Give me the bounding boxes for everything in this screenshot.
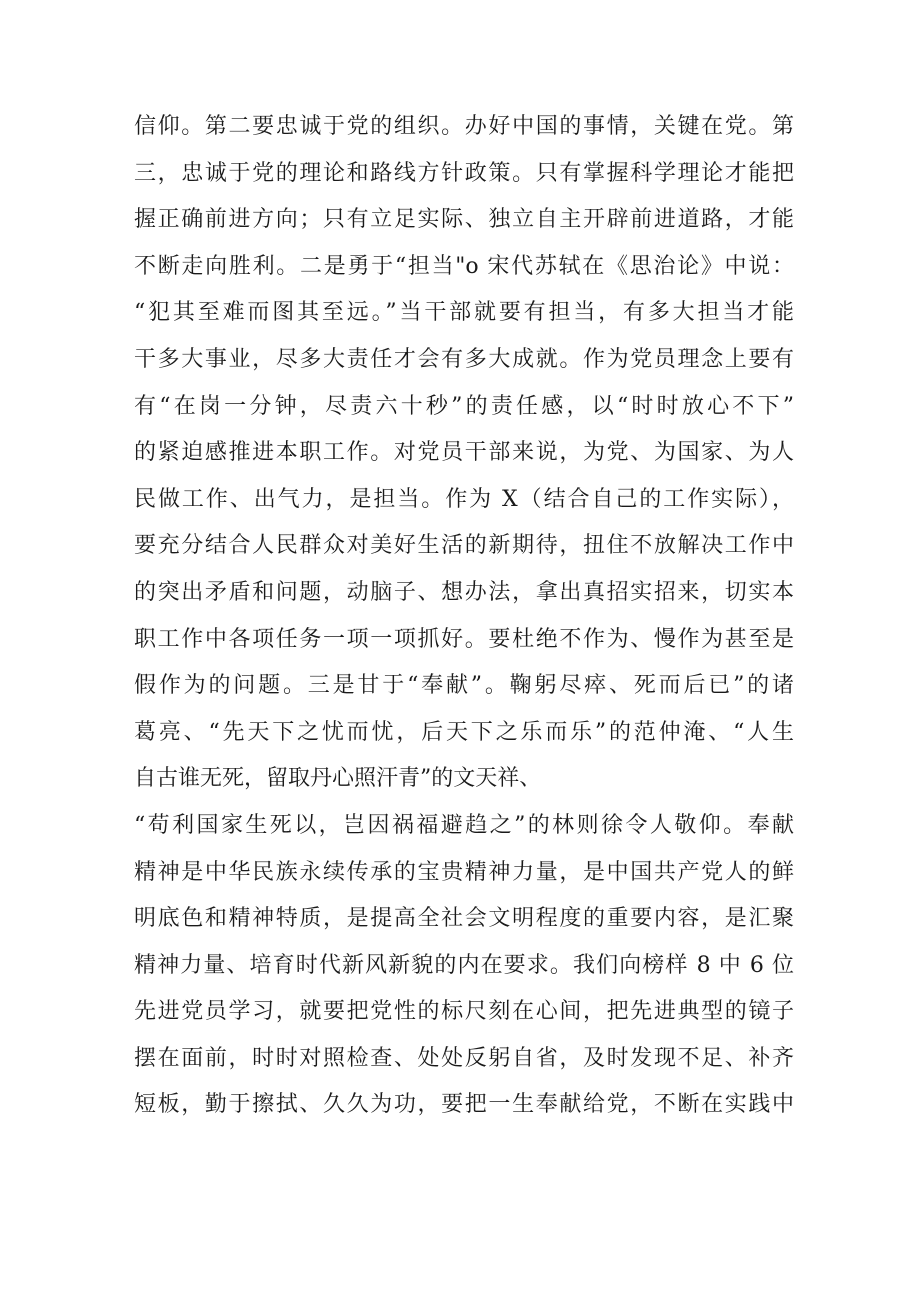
text-line: 自古谁无死，留取丹心照汗青”的文天祥、 <box>134 766 542 792</box>
text-line: 明底色和精神特质，是提高全社会文明程度的重要内容，是汇聚 <box>134 906 794 932</box>
text-line: 精神是中华民族永续传承的宝贵精神力量，是中国共产党人的鲜 <box>134 859 794 885</box>
text-line: 精神力量、培育时代新风新貌的内在要求。我们向榜样 8 中 6 位 <box>134 952 794 978</box>
text-line: 信仰。第二要忠诚于党的组织。办好中国的事情，关键在党。第 <box>134 114 794 139</box>
text-line: 三，忠诚于党的理论和路线方针政策。只有掌握科学理论才能把 <box>134 160 794 186</box>
text-line: 短板，勤于擦拭、久久为功，要把一生奉献给党，不断在实践中 <box>134 1092 794 1118</box>
text-line: “苟利国家生死以，岂因祸福避趋之”的林则徐令人敬仰。奉献 <box>134 812 794 838</box>
text-line: 要充分结合人民群众对美好生活的新期待，扭住不放解决工作中 <box>134 533 794 559</box>
text-line: 握正确前进方向；只有立足实际、独立自主开辟前进道路，才能 <box>134 207 794 233</box>
text-line: 摆在面前，时时对照检查、处处反躬自省，及时发现不足、补齐 <box>134 1045 794 1071</box>
text-line: 职工作中各项任务一项一项抓好。要杜绝不作为、慢作为甚至是 <box>134 626 794 652</box>
text-line: 先进党员学习，就要把党性的标尺刻在心间，把先进典型的镜子 <box>134 999 794 1025</box>
text-line: 有“在岗一分钟，尽责六十秒”的责任感，以“时时放心不下” <box>134 393 794 419</box>
text-line: 干多大事业，尽多大责任才会有多大成就。作为党员理念上要有 <box>134 346 794 372</box>
text-line: 民做工作、出气力，是担当。作为 X（结合自己的工作实际）， <box>134 486 794 512</box>
body-text <box>134 104 794 1129</box>
text-line: “犯其至难而图其至远。”当干部就要有担当，有多大担当才能 <box>134 300 794 326</box>
text-line: 的突出矛盾和问题，动脑子、想办法，拿出真招实招来，切实本 <box>134 579 794 605</box>
text-line: 葛亮、“先天下之忧而忧，后天下之乐而乐”的范仲淹、“人生 <box>134 719 794 745</box>
text-line: 的紧迫感推进本职工作。对党员干部来说，为党、为国家、为人 <box>134 440 794 466</box>
text-line: 不断走向胜利。二是勇于“担当"o 宋代苏轼在《思治论》中说： <box>134 253 794 279</box>
text-line: 假作为的问题。三是甘于“奉献”。鞠躬尽瘁、死而后已”的诸 <box>134 673 794 699</box>
